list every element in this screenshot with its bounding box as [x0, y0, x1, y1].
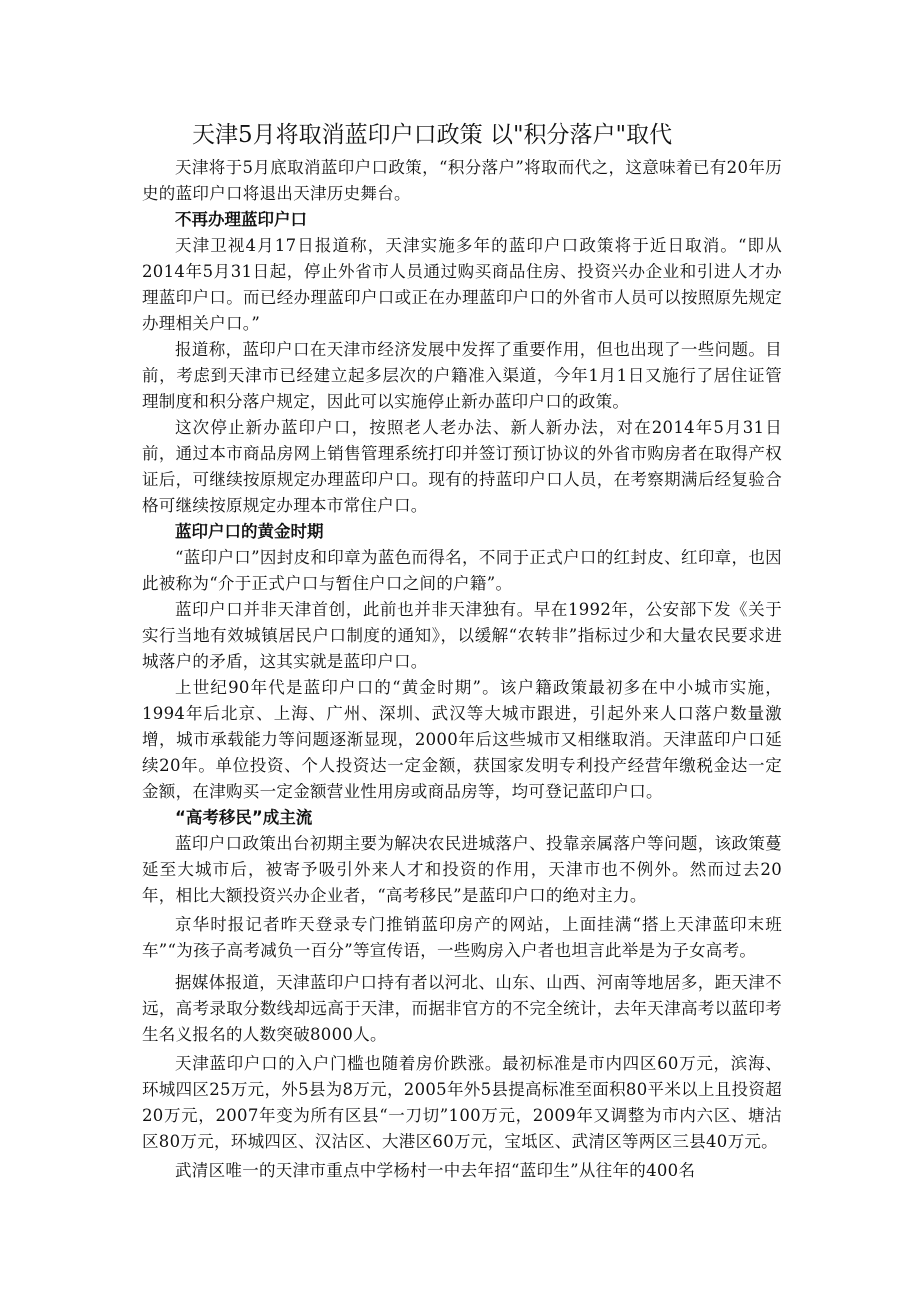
paragraph: 报道称，蓝印户口在天津市经济发展中发挥了重要作用，但也出现了一些问题。目前，考虑到天津市已经建立起多层次的户籍准入渠道，今年1月1日又施行了居住证管理制度和积分落户规定，因此可以实施停止新办蓝印户口的政策。: [142, 340, 782, 411]
paragraph: 天津卫视4月17日报道称，天津实施多年的蓝印户口政策将于近日取消。“即从2014年5月31日起，停止外省市人员通过购买商品住房、投资兴办企业和引进人才办理蓝印户口。而已经办理蓝印户口或正在办理蓝印户口的外省市人员可以按照原先规定办理相关户口。”: [142, 236, 782, 333]
paragraph: 武清区唯一的天津市重点中学杨村一中去年招“蓝印生”从往年的400名: [175, 1161, 696, 1180]
paragraph: 据媒体报道，天津蓝印户口持有者以河北、山东、山西、河南等地居多，距天津不远，高考录取分数线却远高于天津，而据非官方的不完全统计，去年天津高考以蓝印考生名义报名的人数突破8000人。: [142, 973, 782, 1044]
section-heading: 不再办理蓝印户口: [175, 210, 307, 229]
paragraph: 蓝印户口并非天津首创，此前也并非天津独有。早在1992年，公安部下发《关于实行当地有效城镇居民户口制度的通知》，以缓解“农转非”指标过少和大量农民要求进城落户的矛盾，这其实就是蓝印户口。: [142, 600, 782, 671]
section-heading: 蓝印户口的黄金时期: [175, 522, 324, 541]
paragraph: 这次停止新办蓝印户口，按照老人老办法、新人新办法，对在2014年5月31日前，通过本市商品房网上销售管理系统打印并签订预订协议的外省市购房者在取得产权证后，可继续按原规定办理蓝印户口。现有的持蓝印户口人员，在考察期满后经复验合格可继续按原规定办理本市常住户口。: [142, 418, 782, 515]
section-heading: “高考移民”成主流: [175, 808, 313, 827]
paragraph: 天津蓝印户口的入户门槛也随着房价跌涨。最初标准是市内四区60万元，滨海、环城四区25万元，外5县为8万元，2005年外5县提高标准至面积80平米以上且投资超20万元，2007年变为所有区县“一刀切”100万元，2009年又调整为市内六区、塘沽区80万元，环城四区、汉沽区、大港区60万元，宝坻区、武清区等两区三县40万元。: [142, 1054, 782, 1151]
paragraph: 上世纪90年代是蓝印户口的“黄金时期”。该户籍政策最初多在中小城市实施，1994年后北京、上海、广州、深圳、武汉等大城市跟进，引起外来人口落户数量激增，城市承载能力等问题逐渐显现，2000年后这些城市又相继取消。天津蓝印户口延续20年。单位投资、个人投资达一定金额，获国家发明专利投产经营年缴税金达一定金额，在津购买一定金额营业性用房或商品房等，均可登记蓝印户口。: [142, 678, 782, 801]
paragraph: 京华时报记者昨天登录专门推销蓝印房产的网站，上面挂满“搭上天津蓝印末班车”“为孩子高考减负一百分”等宣传语，一些购房入户者也坦言此举是为子女高考。: [142, 915, 782, 960]
paragraph: 天津将于5月底取消蓝印户口政策，“积分落户”将取而代之，这意味着已有20年历史的蓝印户口将退出天津历史舞台。: [142, 158, 782, 203]
paragraph: “蓝印户口”因封皮和印章为蓝色而得名，不同于正式户口的红封皮、红印章，也因此被称为“介于正式户口与暂住户口之间的户籍”。: [142, 548, 782, 593]
paragraph: 蓝印户口政策出台初期主要为解决农民进城落户、投靠亲属落户等问题，该政策蔓延至大城市后，被寄予吸引外来人才和投资的作用，天津市也不例外。然而过去20年，相比大额投资兴办企业者，“高考移民”是蓝印户口的绝对主力。: [142, 834, 782, 905]
document-title: 天津5月将取消蓝印户口政策 以"积分落户"取代: [192, 122, 673, 148]
document-body: [142, 155, 782, 1184]
